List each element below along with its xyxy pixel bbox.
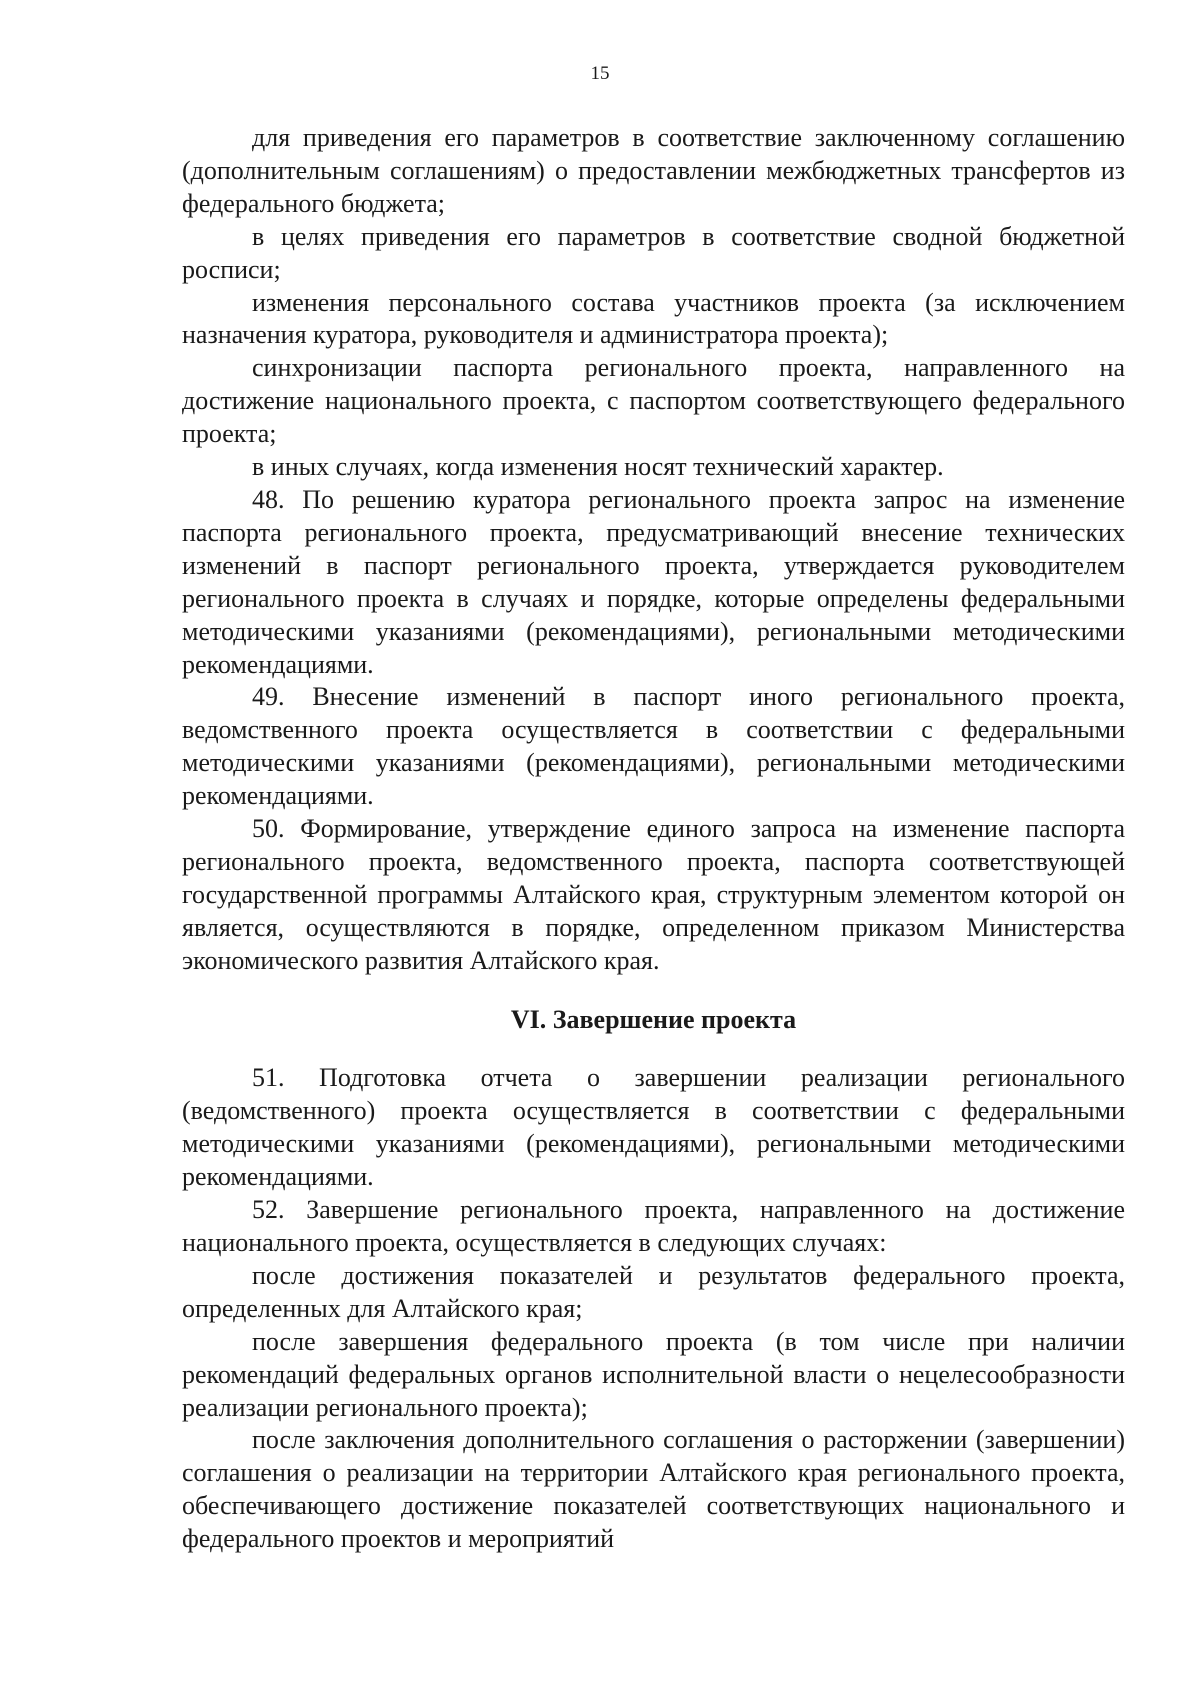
case-agreement-terminated: после заключения дополнительного соглашения о расторжении (завершении) соглашения о реализации на территории Алтайского края регионального проекта, обеспечивающего достижение показателей соответствующих национального и федерального проектов и мероприятий xyxy=(182,1425,1125,1554)
clause-49: 49. Внесение изменений в паспорт иного регионального проекта, ведомственного проекта осуществляется в соответствии с федеральными методическими указаниями (рекомендациями), региональными методическими рекомендациями. xyxy=(182,682,1125,811)
paragraph-personnel-change: изменения персонального состава участников проекта (за исключением назначения куратора, руководителя и администратора проекта); xyxy=(182,287,1125,350)
paragraph-synchronization: синхронизации паспорта регионального проекта, направленного на достижение национального проекта, с паспортом соответствующего федерального проекта; xyxy=(182,353,1125,449)
paragraph-transfers: для приведения его параметров в соответствие заключенному соглашению (дополнительным соглашениям) о предоставлении межбюджетных трансфертов из федерального бюджета; xyxy=(182,123,1125,218)
document-body xyxy=(182,122,1125,1556)
section-heading: VI. Завершение проекта xyxy=(510,1004,797,1034)
clause-52: 52. Завершение регионального проекта, направленного на достижение национального проекта, осуществляется в следующих случаях: xyxy=(182,1195,1125,1257)
clause-51: 51. Подготовка отчета о завершении реализации регионального (ведомственного) проекта осуществляется в соответствии с федеральными методическими указаниями (рекомендациями), региональными методическими рекомендациями. xyxy=(182,1063,1125,1192)
clause-50: 50. Формирование, утверждение единого запроса на изменение паспорта регионального проекта, ведомственного проекта, паспорта соответствующей государственной программы Алтайского края, структурным элементом которой он является, осуществляются в порядке, определенном приказом Министерства экономического развития Алтайского края. xyxy=(182,814,1125,975)
paragraph-budget-list: в целях приведения его параметров в соответствие сводной бюджетной росписи; xyxy=(182,221,1125,284)
paragraph-technical-changes: в иных случаях, когда изменения носят технический характер. xyxy=(252,452,944,482)
case-federal-project-completed: после завершения федерального проекта (в том числе при наличии рекомендаций федеральных органов исполнительной власти о нецелесообразности реализации регионального проекта); xyxy=(182,1326,1125,1422)
page-number: 15 xyxy=(590,63,610,84)
case-indicators-achieved: после достижения показателей и результатов федерального проекта, определенных для Алтайского края; xyxy=(182,1260,1125,1323)
clause-48: 48. По решению куратора регионального проекта запрос на изменение паспорта регионального проекта, предусматривающий внесение технических изменений в паспорт регионального проекта, утверждается руководителем регионального проекта в случаях и порядке, которые определены федеральными методическими указаниями (рекомендациями), региональными методическими рекомендациями. xyxy=(182,484,1125,679)
